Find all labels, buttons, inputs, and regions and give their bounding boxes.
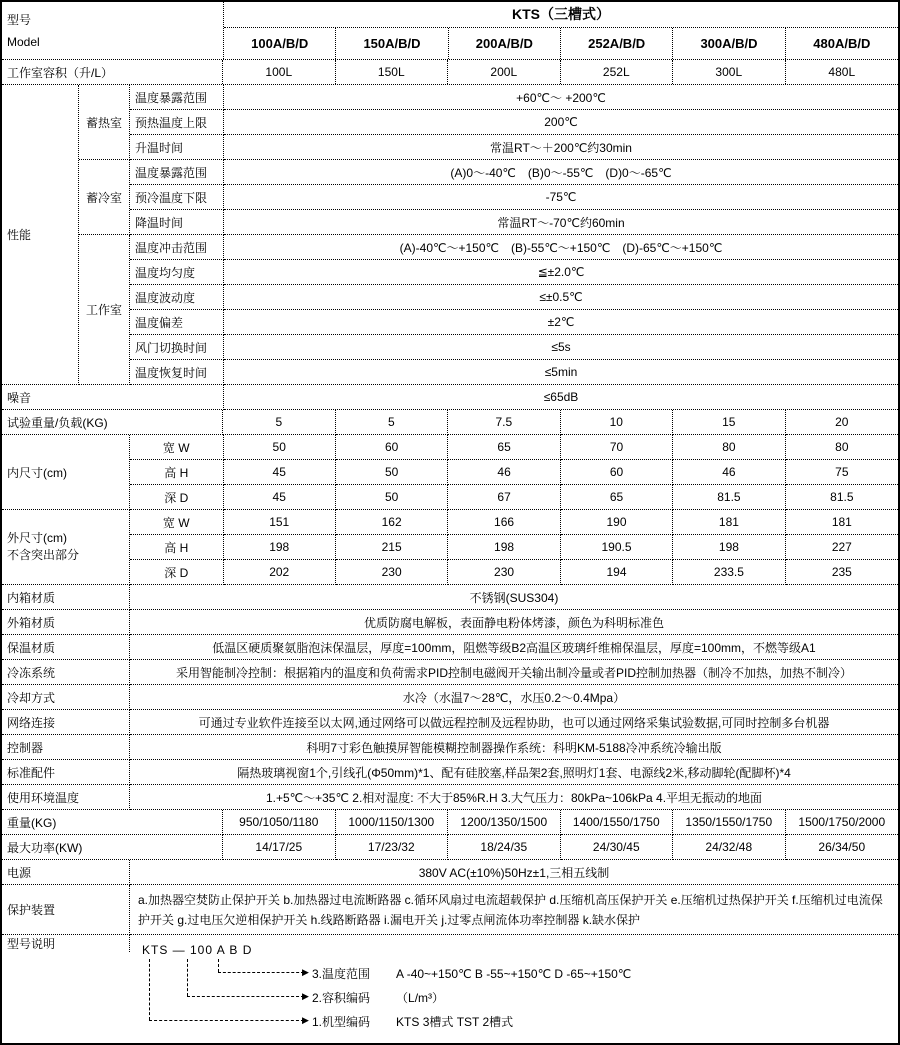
weight-value: 950/1050/1180 (223, 810, 336, 835)
info-value: 采用智能制冷控制：根据箱内的温度和负荷需求PID控制电磁阀开关输出制冷量或者PID控制加热器（制冷不加热，加热不制冷） (130, 660, 898, 685)
dim-value: 215 (336, 535, 448, 560)
perf-row-value: ≤±0.5℃ (224, 285, 898, 310)
model-column-header: 300A/B/D (673, 28, 785, 59)
info-label: 使用环境温度 (2, 785, 130, 810)
dim-value: 46 (448, 460, 560, 485)
model-header-cell (2, 2, 224, 59)
power-value: 18/24/35 (448, 835, 561, 860)
perf-row-value: (A)0～-40℃ (B)0～-55℃ (D)0～-65℃ (224, 160, 898, 185)
dim-value: 190 (561, 510, 673, 535)
load-label: 试验重量/负载(KG) (2, 410, 223, 435)
capacity-label: 工作室容积（升/L） (2, 60, 223, 84)
capacity-value: 150L (336, 60, 449, 84)
weight-label: 重量(KG) (2, 810, 223, 835)
perf-row-label: 温度冲击范围 (130, 235, 224, 260)
capacity-value: 480L (828, 65, 856, 79)
dim-value: 194 (561, 560, 673, 585)
perf-row-value: ≦±2.0℃ (224, 260, 898, 285)
perf-row-label: 降温时间 (130, 210, 224, 235)
connector-line-temp-range (218, 959, 219, 972)
protection-value: a.加热器空焚防止保护开关 b.加热器过电流断路器 c.循环风扇过电流超载保护 d.压缩机高压保护开关 e.压缩机过热保护开关 f.压缩机过电流保护开关 g.过电压欠逆相保护开关 h.线路断路器 i.漏电开关 j.过零点闸流体功率控制器 k.缺水保护 (130, 885, 898, 935)
row-controller (2, 735, 898, 760)
row-weight (2, 810, 898, 835)
noise-label: 噪音 (2, 385, 224, 410)
dim-value: 75 (786, 460, 898, 485)
info-label: 网络连接 (2, 710, 130, 735)
dim-axis-label: 深 D (130, 560, 224, 585)
perf-row-label: 温度波动度 (130, 285, 224, 310)
perf-row-value: 200℃ (224, 110, 898, 135)
perf-row-label: 风门切换时间 (130, 335, 224, 360)
capacity-value: 100L (223, 60, 336, 84)
weight-value: 1500/1750/2000 (786, 810, 898, 835)
row-model-description (2, 935, 898, 1029)
perf-row-value: -75℃ (224, 185, 898, 210)
power-value: 26/34/50 (786, 835, 898, 860)
info-value: 优质防腐电解板，表面静电粉体烤漆，颜色为科明标准色 (130, 610, 898, 635)
dim-value: 70 (561, 435, 673, 460)
dim-value: 235 (786, 560, 898, 585)
dim-value: 151 (224, 510, 336, 535)
arrow-icon: ▶ (302, 1015, 309, 1025)
model-desc-line-machine-code (312, 1013, 513, 1030)
inner-dim-label: 内尺寸(cm) (2, 435, 130, 510)
dim-value: 50 (336, 460, 448, 485)
weight-value: 1350/1550/1750 (673, 810, 786, 835)
perf-row-value: +60℃～ +200℃ (224, 85, 898, 110)
load-value: 5 (223, 410, 336, 435)
dim-value: 60 (336, 435, 448, 460)
info-label: 冷冻系统 (2, 660, 130, 685)
perf-row-value: 常温RT～＋200℃约30min (224, 135, 898, 160)
inner-dim-row (130, 435, 898, 460)
row-inner-material (2, 585, 898, 610)
row-cooling-method (2, 685, 898, 710)
outer-dim-label-line2: 不含突出部分 (7, 548, 80, 562)
row-load (2, 410, 898, 435)
perf-row-label: 温度偏差 (130, 310, 224, 335)
dim-axis-label: 宽 W (130, 510, 224, 535)
dim-value: 230 (448, 560, 560, 585)
info-label: 控制器 (2, 735, 130, 760)
dim-value: 227 (786, 535, 898, 560)
connector-line-volume-code (187, 996, 304, 997)
desc-line-num: 3.温度范围 (312, 967, 371, 981)
dim-value: 67 (448, 485, 560, 510)
outer-dim-row (130, 510, 898, 535)
dim-axis-label: 高 H (130, 535, 224, 560)
dim-value: 45 (224, 460, 336, 485)
info-label: 标准配件 (2, 760, 130, 785)
group-label: 蓄热室 (79, 85, 130, 160)
protection-label: 保护装置 (2, 885, 130, 935)
power-value: 17/23/32 (336, 835, 449, 860)
info-label: 保温材质 (2, 635, 130, 660)
desc-line-detail: A -40~+150℃ B -55~+150℃ D -65~+150℃ (396, 967, 632, 981)
model-label-en: Model (7, 34, 40, 49)
connector-line-machine-code (149, 1020, 304, 1021)
weight-value: 1200/1350/1500 (448, 810, 561, 835)
dim-value: 230 (336, 560, 448, 585)
section-inner-dim (2, 435, 898, 510)
info-label: 冷却方式 (2, 685, 130, 710)
noise-value: ≤65dB (224, 385, 898, 410)
connector-line-machine-code (149, 959, 150, 1020)
model-column-header: 252A/B/D (561, 28, 673, 59)
load-value: 15 (673, 410, 786, 435)
power-value: 14/17/25 (223, 835, 336, 860)
capacity-value: 252L (561, 60, 674, 84)
arrow-icon: ▶ (302, 967, 309, 977)
power-value: 24/30/45 (561, 835, 674, 860)
perf-row-value: ≤5min (224, 360, 898, 385)
load-value: 7.5 (448, 410, 561, 435)
row-accessories (2, 760, 898, 785)
row-noise (2, 385, 898, 410)
dim-value: 50 (224, 435, 336, 460)
dim-axis-label: 高 H (130, 460, 224, 485)
outer-dim-row (130, 535, 898, 560)
group-label: 蓄冷室 (79, 160, 130, 235)
series-title: KTS（三槽式） (224, 2, 898, 28)
inner-dim-row (130, 460, 898, 485)
load-value: 5 (336, 410, 449, 435)
desc-line-detail: （L/m³） (396, 991, 445, 1005)
dim-value: 80 (673, 435, 785, 460)
model-desc-label: 型号说明 (2, 935, 130, 952)
group-cold-chamber (79, 160, 898, 235)
inner-dim-row (130, 485, 898, 510)
load-value: 10 (561, 410, 674, 435)
capacity-value: 200L (448, 60, 561, 84)
psu-label: 电源 (2, 860, 130, 885)
model-column-header: 480A/B/D (813, 35, 871, 51)
header-block (2, 2, 898, 60)
dim-value: 198 (448, 535, 560, 560)
arrow-icon: ▶ (302, 991, 309, 1001)
load-value: 20 (786, 410, 898, 435)
info-value: 隔热玻璃视窗1个,引线孔(Φ50mm)*1、配有硅胶塞,样品架2套,照明灯1套、电源线2米,移动脚轮(配脚杯)*4 (130, 760, 898, 785)
dim-axis-label: 宽 W (130, 435, 224, 460)
dim-value: 81.5 (673, 485, 785, 510)
row-power-supply (2, 860, 898, 885)
dim-value: 65 (561, 485, 673, 510)
row-capacity (2, 60, 898, 85)
perf-row-label: 温度暴露范围 (130, 85, 224, 110)
perf-row-label: 预热温度上限 (130, 110, 224, 135)
outer-dim-row (130, 560, 898, 585)
row-network (2, 710, 898, 735)
desc-line-num: 1.机型编码 (312, 1015, 371, 1029)
perf-row-value: ≤5s (224, 335, 898, 360)
section-performance (2, 85, 898, 385)
dim-axis-label: 深 D (130, 485, 224, 510)
connector-line-temp-range (218, 972, 304, 973)
group-label: 工作室 (79, 235, 130, 385)
desc-line-num: 2.容积编码 (312, 991, 371, 1005)
desc-line-detail: KTS 3槽式 TST 2槽式 (396, 1015, 514, 1029)
dim-value: 202 (224, 560, 336, 585)
power-value: 24/32/48 (673, 835, 786, 860)
info-value: 可通过专业软件连接至以太网,通过网络可以做远程控制及远程协助，也可以通过网络采集试验数据,可同时控制多台机器 (130, 710, 898, 735)
section-outer-dim (2, 510, 898, 585)
model-columns-row (224, 28, 898, 59)
group-work-chamber (79, 235, 898, 385)
model-column-header: 150A/B/D (336, 28, 448, 59)
dim-value: 198 (224, 535, 336, 560)
info-value: 低温区硬质聚氨脂泡沫保温层，厚度=100mm，阻燃等级B2高温区玻璃纤维棉保温层，厚度=100mm，不燃等级A1 (130, 635, 898, 660)
info-label: 内箱材质 (2, 585, 130, 610)
perf-row-value: ±2℃ (224, 310, 898, 335)
model-code-text: KTS — 100 A B D (142, 943, 253, 957)
model-desc-line-volume-code (312, 989, 444, 1006)
dim-value: 233.5 (673, 560, 785, 585)
dim-value: 162 (336, 510, 448, 535)
group-heat-chamber (79, 85, 898, 160)
dim-value: 50 (336, 485, 448, 510)
outer-dim-label-line1: 外尺寸(cm) (7, 531, 67, 545)
row-protection (2, 885, 898, 935)
perf-row-label: 温度均匀度 (130, 260, 224, 285)
outer-dim-label (2, 510, 130, 585)
perf-row-label: 升温时间 (130, 135, 224, 160)
dim-value: 81.5 (786, 485, 898, 510)
row-outer-material (2, 610, 898, 635)
info-value: 科明7寸彩色触摸屏智能模糊控制器操作系统：科明KM-5188冷冲系统冷输出版 (130, 735, 898, 760)
dim-value: 46 (673, 460, 785, 485)
info-value: 水冷（水温7～28℃，水压0.2～0.4Mpa） (130, 685, 898, 710)
row-operating-environment (2, 785, 898, 810)
model-label-cn: 型号 (7, 12, 32, 27)
dim-value: 181 (673, 510, 785, 535)
performance-label: 性能 (2, 85, 79, 385)
power-label: 最大功率(KW) (2, 835, 223, 860)
weight-value: 1400/1550/1750 (561, 810, 674, 835)
dim-value: 166 (448, 510, 560, 535)
dim-value: 80 (786, 435, 898, 460)
dim-value: 190.5 (561, 535, 673, 560)
dim-value: 45 (224, 485, 336, 510)
capacity-value: 300L (673, 60, 786, 84)
perf-row-value: 常温RT～-70℃约60min (224, 210, 898, 235)
perf-row-value: (A)-40℃～+150℃ (B)-55℃～+150℃ (D)-65℃～+150℃ (224, 235, 898, 260)
info-label: 外箱材质 (2, 610, 130, 635)
dim-value: 60 (561, 460, 673, 485)
psu-value: 380V AC(±10%)50Hz±1,三相五线制 (130, 860, 898, 885)
perf-row-label: 温度暴露范围 (130, 160, 224, 185)
dim-value: 65 (448, 435, 560, 460)
model-desc-line-temp-range (312, 965, 631, 982)
connector-line-volume-code (187, 959, 188, 996)
row-max-power (2, 835, 898, 860)
perf-row-label: 温度恢复时间 (130, 360, 224, 385)
model-column-header: 200A/B/D (449, 28, 561, 59)
row-insulation-material (2, 635, 898, 660)
weight-value: 1000/1150/1300 (336, 810, 449, 835)
info-value: 1.+5℃～+35℃ 2.相对湿度: 不大于85%R.H 3.大气压力：80kPa~106kPa 4.平坦无振动的地面 (130, 785, 898, 810)
dim-value: 198 (673, 535, 785, 560)
model-code-diagram (130, 935, 898, 1029)
perf-row-label: 预冷温度下限 (130, 185, 224, 210)
model-column-header: 100A/B/D (224, 28, 336, 59)
row-refrigeration-system (2, 660, 898, 685)
info-value: 不锈钢(SUS304) (130, 585, 898, 610)
dim-value: 181 (786, 510, 898, 535)
